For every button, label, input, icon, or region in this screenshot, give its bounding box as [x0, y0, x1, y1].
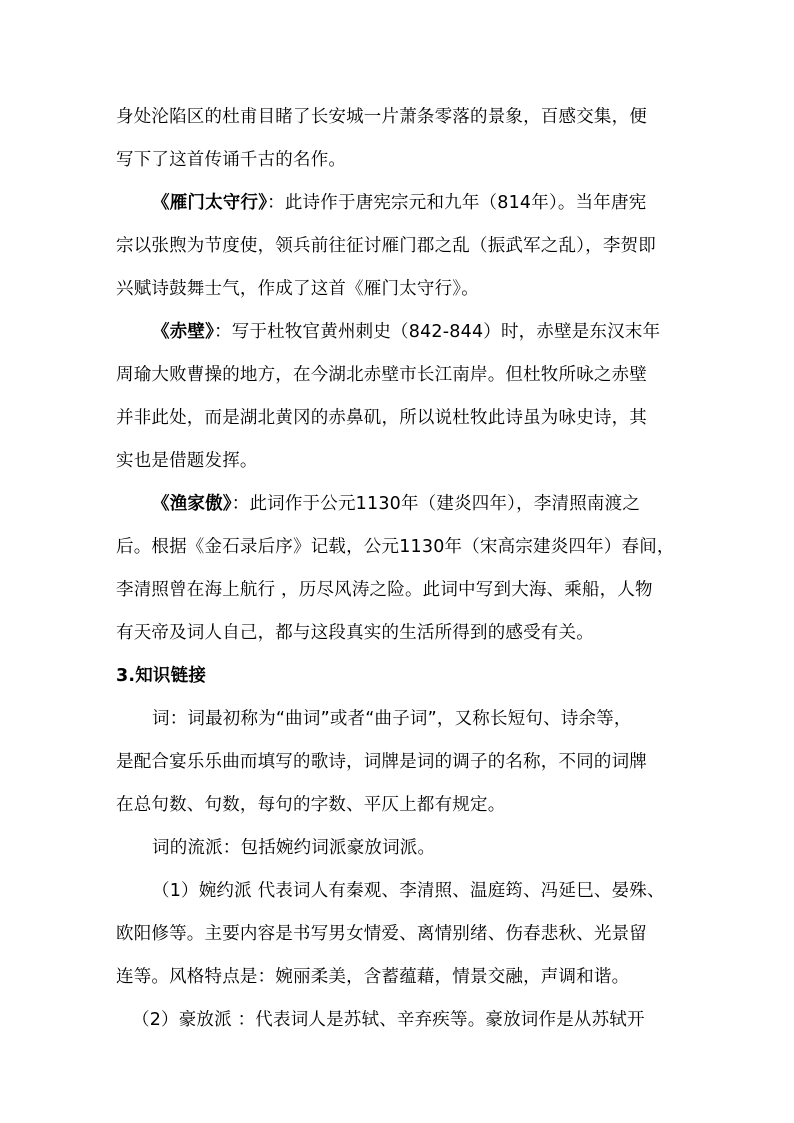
paragraph-yanmen-first-line	[152, 192, 722, 214]
text-run: 身处沦陷区的杜甫目睹了长安城一片萧条零落的景象，百感交集，便	[116, 107, 647, 127]
text-line	[116, 579, 686, 601]
text-run: 写下了这首传诵千古的名作。	[116, 150, 347, 170]
text-run: 在总句数、句数，每句的字数、平仄上都有规定。	[116, 795, 506, 815]
text-run: 实也是借题发挥。	[116, 451, 258, 471]
text-run: 是配合宴乐乐曲而填写的歌诗，词牌是词的调子的名称，不同的词牌	[116, 752, 647, 772]
text-run: （2）豪放派 ：代表词人是苏轼、辛弃疾等。豪放词作是从苏轼开	[132, 1010, 645, 1030]
poem-title-chibi: 《赤壁》	[152, 322, 215, 342]
text-line	[116, 407, 686, 429]
text-line	[116, 450, 686, 472]
text-line	[116, 235, 686, 257]
poem-title-yanmen: 《雁门太守行》	[152, 193, 268, 213]
text-line	[152, 708, 722, 730]
text-run: ：此诗作于唐宪宗元和九年（814年）。当年唐宪	[267, 193, 647, 213]
text-line	[116, 966, 686, 988]
section-heading-text: 3.知识链接	[116, 666, 207, 686]
text-line	[116, 278, 686, 300]
poem-title-yujiaao: 《渔家傲》	[152, 494, 232, 514]
section-heading	[116, 665, 686, 687]
paragraph-yujiaao-first-line	[152, 493, 722, 515]
text-line	[152, 880, 722, 902]
text-line	[116, 794, 686, 816]
text-run: ：此词作于公元1130年（建炎四年），李清照南渡之	[231, 494, 641, 514]
text-run: ：写于杜牧官黄州刺史（842-844）时，赤壁是东汉末年	[214, 322, 661, 342]
text-run: 词：词最初称为“曲词”或者“曲子词”，又称长短句、诗余等，	[152, 709, 632, 729]
text-run: 周瑜大败曹操的地方，在今湖北赤壁市长江南岸。但杜牧所咏之赤壁	[116, 365, 647, 385]
text-run: 连等。风格特点是：婉丽柔美，含蓄蕴藉，情景交融，声调和谐。	[116, 967, 630, 987]
text-line	[116, 149, 686, 171]
text-line	[116, 923, 686, 945]
paragraph-chibi-first-line	[152, 321, 722, 343]
text-line	[116, 364, 686, 386]
text-line	[116, 751, 686, 773]
text-line	[116, 536, 686, 558]
text-run: （1）婉约派 代表词人有秦观、李清照、温庭筠、冯延巳、晏殊、	[152, 881, 665, 901]
text-run: 后。根据《金石录后序》记载，公元1130年（宋高宗建炎四年）春间，	[116, 537, 675, 557]
text-run: 有天帝及词人自己，都与这段真实的生活所得到的感受有关。	[116, 623, 594, 643]
text-run: 兴赋诗鼓舞士气，作成了这首《雁门太守行》。	[116, 279, 479, 299]
text-line	[116, 622, 686, 644]
text-line	[132, 1009, 702, 1031]
text-run: 宗以张煦为节度使，领兵前往征讨雁门郡之乱（振武军之乱），李贺即	[116, 236, 656, 256]
text-run: 并非此处，而是湖北黄冈的赤鼻矶，所以说杜牧此诗虽为咏史诗，其	[116, 408, 647, 428]
text-run: 李清照曾在海上航行 ，历尽风涛之险。此词中写到大海、乘船，人物	[116, 580, 653, 600]
text-run: 欧阳修等。主要内容是书写男女情爱、离情别绪、伤春悲秋、光景留	[116, 924, 647, 944]
text-line	[116, 106, 686, 128]
text-run: 词的流派：包括婉约词派豪放词派。	[152, 838, 436, 858]
text-line	[152, 837, 722, 859]
